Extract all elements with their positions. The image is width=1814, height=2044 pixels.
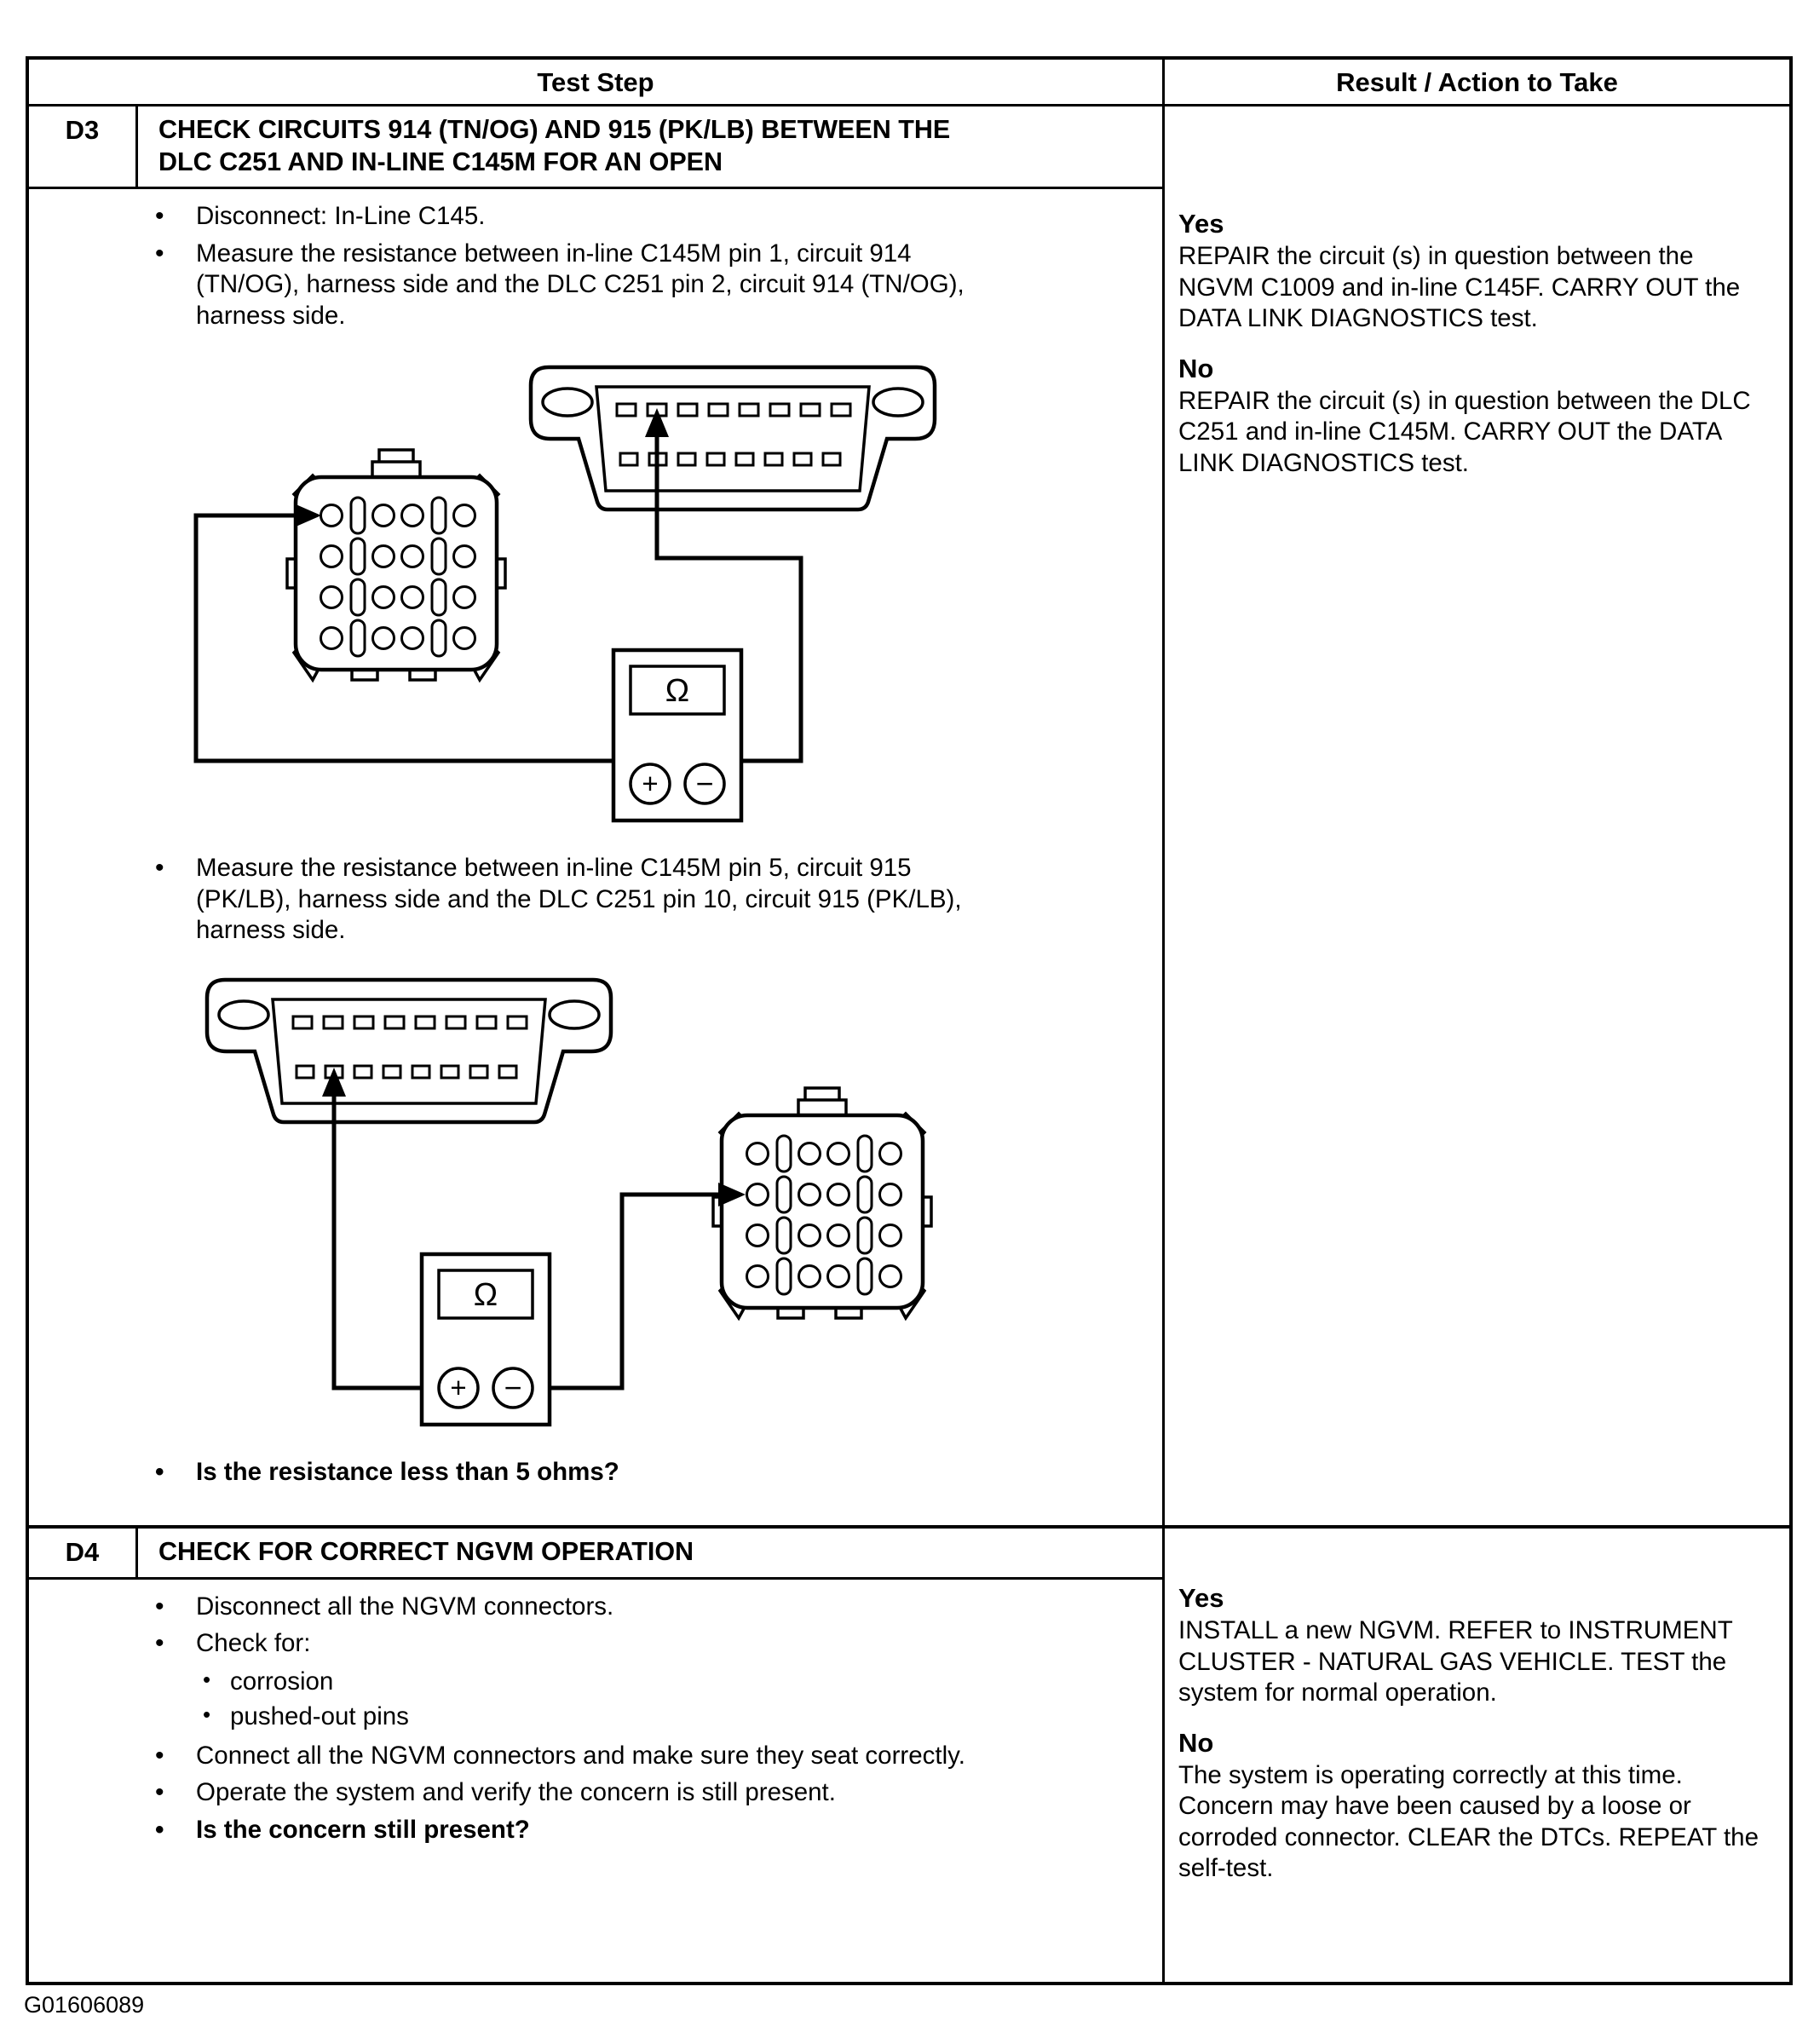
yes-action: REPAIR the circuit (s) in question between the NGVM C1009 and in-line C145F. CARRY OUT the DATA LINK DIAGNOSTICS test. [1178,242,1741,333]
d4-step-title: CHECK FOR CORRECT NGVM OPERATION [158,1537,694,1566]
step-item: • Operate the system and verify the concern is still present. [196,1777,980,1809]
d4-title-row [29,1525,1162,1580]
dlc-c251-connector [531,367,935,510]
inline-c145m-connector [287,450,505,680]
step-question: • Is the resistance less than 5 ohms? [196,1457,980,1488]
step-item: • Measure the resistance between in-line C145M pin 1, circuit 914 (TN/OG), harness side and the DLC C251 pin 2, circuit 914 (TN/OG), harness side. [196,239,980,332]
no-label: No [1178,353,1214,383]
step-item: • Disconnect all the NGVM connectors. [196,1592,980,1623]
wiring-diagram-1 [119,343,942,831]
d3-result-cell [1162,107,1789,1525]
yes-action: INSTALL a new NGVM. REFER to INSTRUMENT CLUSTER - NATURAL GAS VEHICLE. TEST the system for normal operation. [1178,1616,1733,1707]
yes-label: Yes [1178,1583,1224,1613]
step-item: • Connect all the NGVM connectors and make sure they seat correctly. [196,1741,980,1772]
d4-result-cell [1162,1525,1789,1982]
d4-step-list [29,1592,1162,1846]
inline-c145m-connector [713,1088,931,1318]
step-item [196,1628,980,1732]
d3-test-step-cell [29,189,1162,1525]
no-action: The system is operating correctly at this time. Concern may have been caused by a loose or corroded connector. CLEAR the DTCs. REPEAT the self-test. [1178,1760,1759,1883]
test-lead-wire [551,1195,718,1388]
column-header-result: Result / Action to Take [1162,60,1789,107]
step-text: Check for: [196,1629,311,1658]
wiring-diagram-2 [119,969,937,1433]
dlc-c251-connector [207,980,611,1122]
yes-label: Yes [1178,209,1224,239]
step-item: • Measure the resistance between in-line C145M pin 5, circuit 915 (PK/LB), harness side and the DLC C251 pin 10, circuit 915 (PK/LB), harness side. [196,853,980,947]
step-item: • Disconnect: In-Line C145. [196,201,980,233]
check-item: • pushed-out pins [230,1701,980,1732]
pinpoint-test-table [26,56,1793,1985]
no-action: REPAIR the circuit (s) in question between the DLC C251 and in-line C145M. CARRY OUT the DATA LINK DIAGNOSTICS test. [1178,386,1751,477]
no-label: No [1178,1727,1214,1758]
check-item: • corrosion [230,1667,980,1697]
step-question: • Is the concern still present? [196,1815,980,1846]
d3-step-list [29,201,1162,331]
d3-title-row [29,107,1162,189]
d4-step-id: D4 [29,1529,138,1577]
ohmmeter [422,1254,550,1425]
d3-step-id: D3 [29,107,138,187]
d4-test-step-cell [29,1580,1162,1982]
column-header-test-step: Test Step [29,60,1162,107]
figure-id: G01606089 [24,1992,145,2018]
d3-step-list [29,853,1162,947]
ohmmeter [613,650,741,820]
d3-question-list [29,1457,1162,1488]
test-lead-wire [334,1097,423,1388]
check-list [196,1667,980,1732]
d3-step-title: CHECK CIRCUITS 914 (TN/OG) AND 915 (PK/LB) BETWEEN THE DLC C251 AND IN-LINE C145M FOR AN OPEN [158,115,951,176]
